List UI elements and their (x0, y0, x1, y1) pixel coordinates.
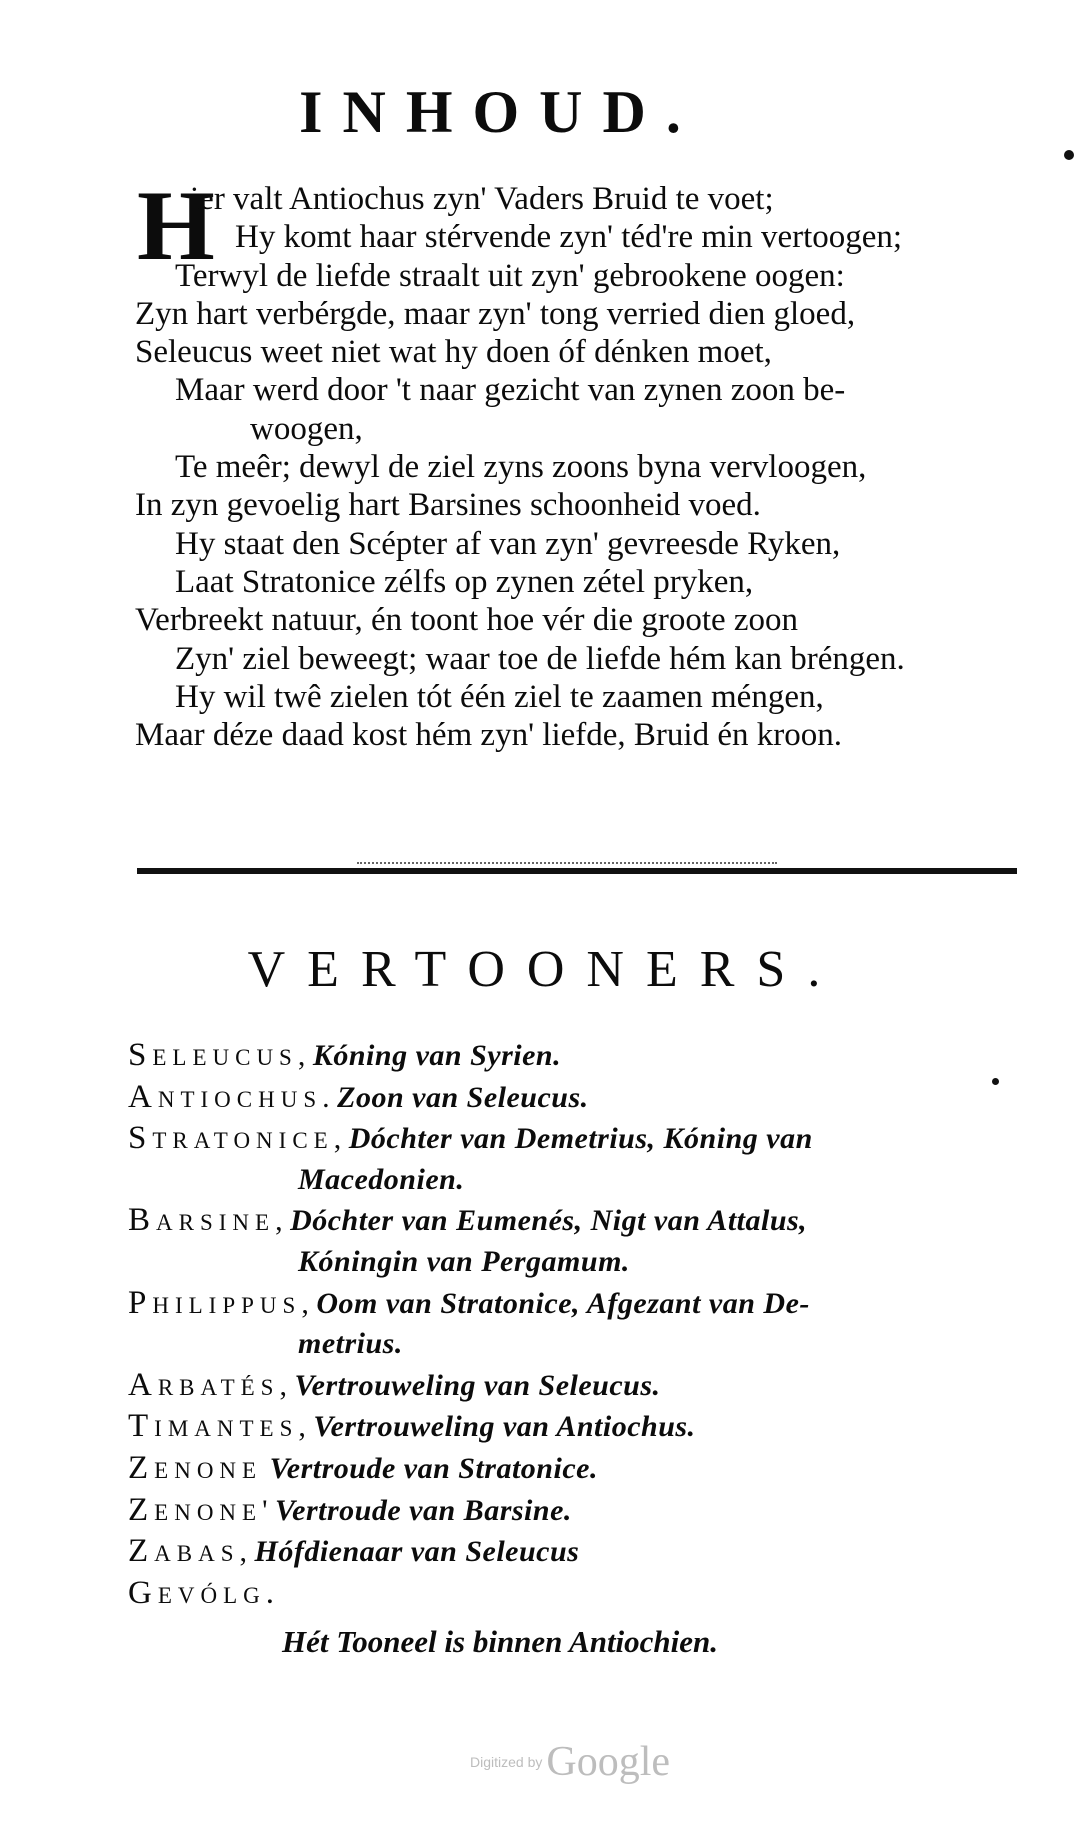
cast-separator: , (279, 1368, 295, 1402)
cast-item (128, 1531, 1048, 1573)
watermark-logo-text: Google (546, 1739, 671, 1785)
cast-name: Zenone (128, 1449, 263, 1486)
cast-name: Zabas (128, 1533, 240, 1570)
cast-item (128, 1283, 1048, 1325)
poem-line: Hy komt haar stérvende zyn' téd're min vertoogen; (235, 219, 903, 256)
poem-line: Zyn hart verbérgde, maar zyn' tong verried dien gloed, (135, 295, 856, 332)
cast-role: Vertroude van Stratonice. (269, 1451, 598, 1485)
section-divider (137, 868, 1017, 874)
cast-role: Vertrouweling van Antiochus. (313, 1410, 696, 1444)
cast-item (128, 1200, 1048, 1242)
digitized-watermark (470, 1738, 710, 1786)
poem-line: Verbreekt natuur, én toont hoe vér die groote zoon (135, 602, 799, 639)
cast-name: Antiochus (128, 1078, 323, 1115)
poem-line: In zyn gevoelig hart Barsines schoonheid voed. (135, 487, 761, 524)
poem-line: Terwyl de liefde straalt uit zyn' gebrookene oogen: (175, 257, 845, 294)
cast-separator: . (322, 1080, 338, 1114)
cast-separator: , (239, 1535, 255, 1569)
cast-separator: , (298, 1410, 314, 1444)
cast-name: Philippus (128, 1284, 302, 1321)
cast-item (128, 1077, 1048, 1119)
cast-item (128, 1118, 1048, 1160)
poem-line: ier valt Antiochus zyn' Vaders Bruid te voet; (190, 181, 774, 217)
cast-name: Gevólg. (128, 1574, 281, 1611)
cast-item-continuation (128, 1242, 1048, 1283)
cast-role: Vertrouweling van Seleucus. (294, 1368, 661, 1402)
drop-cap: H (137, 170, 215, 281)
cast-separator: , (301, 1286, 317, 1320)
cast-item (128, 1573, 1048, 1615)
cast-separator: , (275, 1204, 291, 1238)
inhoud-heading: INHOUD. (299, 79, 701, 145)
poem-line: Hy staat den Scépter af van zyn' gevreesde Ryken, (175, 525, 841, 562)
cast-item (128, 1406, 1048, 1448)
cast-name: Zenone (128, 1491, 263, 1528)
poem-line: Zyn' ziel beweegt; waar toe de liefde hém kan bréngen. (175, 640, 905, 677)
cast-role: metrius. (298, 1327, 403, 1361)
poem-line: Hy wil twê zielen tót één ziel te zaamen méngen, (175, 678, 824, 715)
cast-role: Dóchter van Demetrius, Kóning van (348, 1122, 813, 1156)
cast-role: Macedonien. (298, 1162, 465, 1196)
poem-line: Seleucus weet niet wat hy doen óf dénken moet, (135, 334, 772, 371)
cast-item (128, 1365, 1048, 1407)
cast-role: Hófdienaar van Seleucus (254, 1535, 580, 1569)
print-speck (1064, 150, 1074, 160)
cast-name: Stratonice (128, 1120, 334, 1157)
cast-item (128, 1035, 1048, 1077)
cast-role: Kóning van Syrien. (312, 1039, 562, 1072)
cast-separator: , (297, 1039, 313, 1072)
cast-role: Kóningin van Pergamum. (298, 1244, 630, 1278)
cast-separator: , (333, 1122, 349, 1156)
poem-line: Maar werd door 't naar gezicht van zynen zoon be- (175, 372, 846, 409)
cast-name: Seleucus (128, 1037, 298, 1073)
poem-line: Maar déze daad kost hém zyn' liefde, Bruid én kroon. (135, 717, 842, 754)
poem-line: woogen, (250, 410, 363, 447)
cast-item (128, 1448, 1048, 1490)
scene-setting: Hét Tooneel is binnen Antiochien. (281, 1624, 719, 1659)
cast-role: Oom van Stratonice, Afgezant van De- (316, 1286, 810, 1320)
poem-line: Te meêr; dewyl de ziel zyns zoons byna vervloogen, (175, 449, 867, 486)
cast-separator: ' (262, 1493, 275, 1527)
print-speck (992, 1078, 999, 1085)
cast-name: Arbatés (128, 1366, 280, 1403)
cast-role: Zoon van Seleucus. (337, 1080, 589, 1114)
cast-name: Barsine (128, 1202, 276, 1239)
cast-item (128, 1490, 1048, 1532)
watermark-small-text: Digitized by (470, 1754, 543, 1770)
cast-item-continuation (128, 1160, 1048, 1201)
cast-list (128, 1035, 1048, 1614)
poem-line: Laat Stratonice zélfs op zynen zétel pryken, (175, 563, 754, 600)
cast-role: Vertroude van Barsine. (275, 1493, 572, 1527)
inhoud-poem (135, 170, 1055, 754)
cast-item-continuation (128, 1324, 1048, 1365)
cast-name: Timantes (128, 1408, 299, 1445)
cast-separator (262, 1452, 270, 1485)
vertooners-heading: VERTOONERS. (247, 941, 843, 998)
cast-role: Dóchter van Eumenés, Nigt van Attalus, (290, 1204, 808, 1238)
